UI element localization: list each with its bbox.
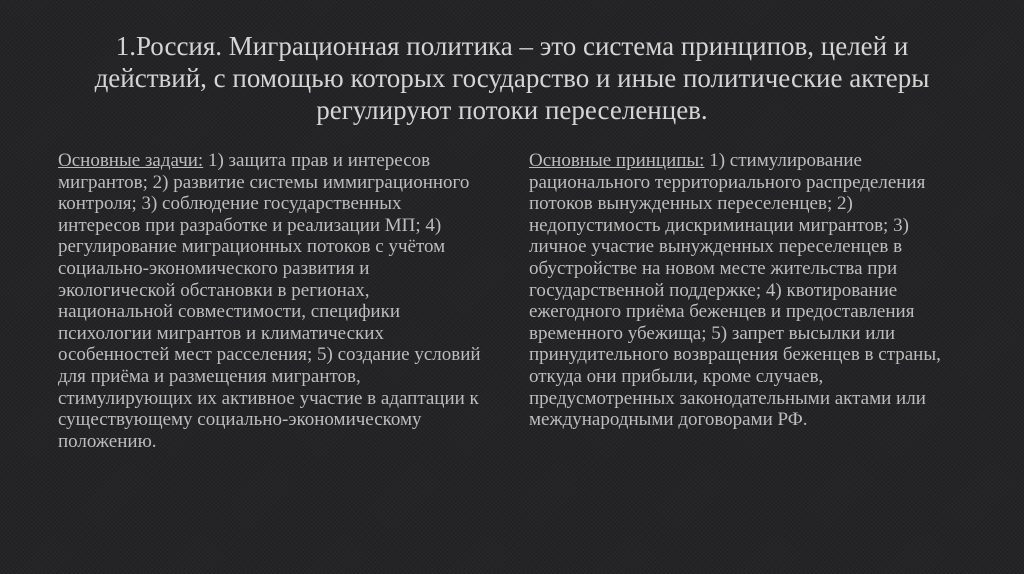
slide-title: 1.Россия. Миграционная политика – это система принципов, целей и действий, с помощью которых государство и иные политические актеры регулируют потоки переселенцев. <box>94 31 930 125</box>
left-column-body: 1) защита прав и интересов мигрантов; 2) развитие системы иммиграционного контроля; 3) соблюдение государственных интересов при разработке и реализации МП; 4) регулирование миграционных потоков с учётом социально-экономического развития и экологической обстановки в регионах, национальной совместимости, специфики психологии мигрантов и климатических особенностей мест расселения; 5) создание условий для приёма и размещения мигрантов, стимулирующих их активное участие в адаптации к существующему социально-экономическому положению. <box>58 150 481 452</box>
right-column-heading: Основные принципы: <box>529 150 705 171</box>
right-column-body: 1) стимулирование рационального территориального распределения потоков вынужденных переселенцев; 2) недопустимость дискриминации мигрантов; 3) личное участие вынужденных переселенцев в обустройстве на новом месте жительства при государственной поддержке; 4) квотирование ежегодного приёма беженцев и предоставления временного убежища; 5) запрет высылки или принудительного возвращения беженцев в страны, откуда они прибыли, кроме случаев, предусмотренных законодательными актами или международными договорами РФ. <box>529 150 941 431</box>
right-column <box>529 150 957 431</box>
left-column <box>58 150 488 452</box>
left-column-heading: Основные задачи: <box>58 150 204 171</box>
